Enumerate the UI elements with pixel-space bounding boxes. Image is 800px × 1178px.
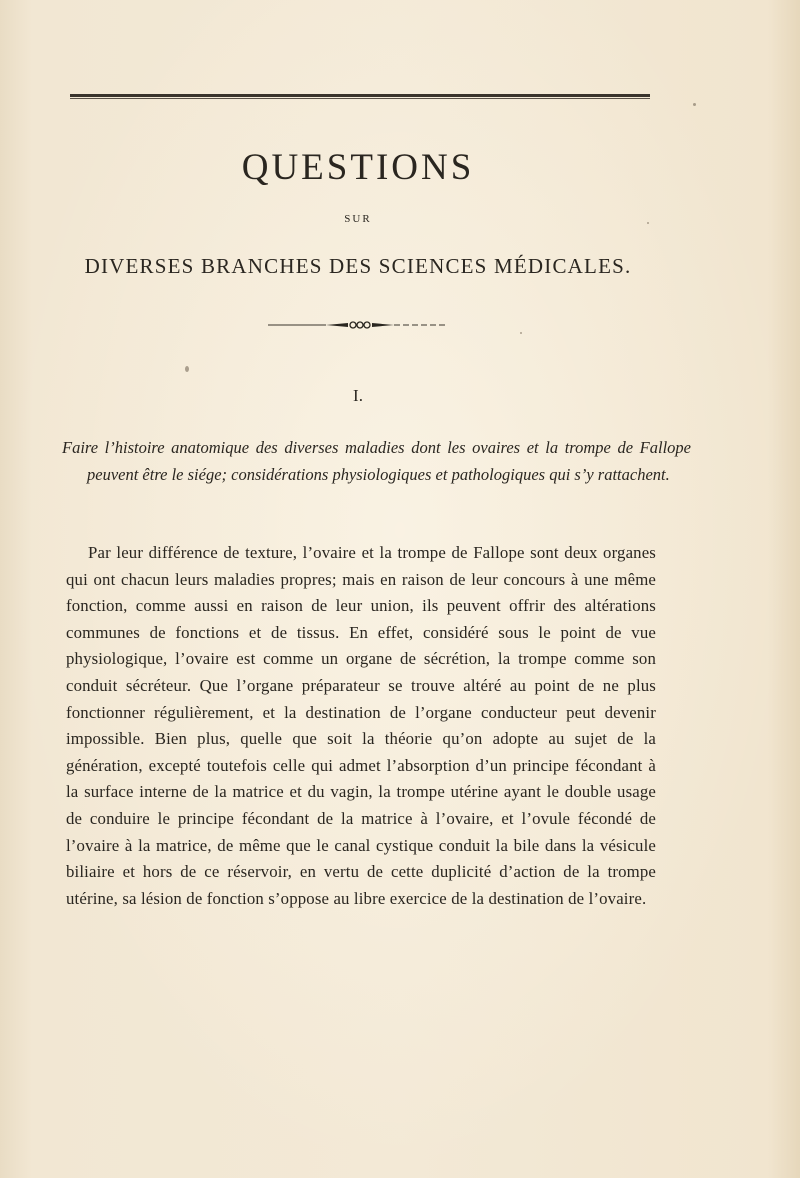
paper-speck bbox=[693, 103, 696, 106]
page-title: QUESTIONS bbox=[241, 147, 475, 188]
body-paragraph: Par leur différence de texture, l’ovaire et la trompe de Fallope sont deux organes qui ont chacun leurs maladies propres; mais en raison de leur concours à une même fonction, comme aussi en raison de leur union, ils peuvent offrir des altérations communes de fonctions et de tissus. En effet, considéré sous le point de vue physiologique, l’ovaire est comme un organe de sécrétion, la trompe comme son conduit sécréteur. Que l’organe préparateur se trouve altéré au point de ne plus fonctionner régulièrement, et la destination de l’organe conducteur peut devenir impossible. Bien plus, quelle que soit la théorie qu’on adopte au sujet de la génération, excepté toutefois celle qui admet l’absorption d’un principe fécondant à la surface interne de la matrice et du vagin, la trompe utérine ayant le double usage de conduire le principe fécondant de la matrice à l’ovaire, et l’ovule fécondé de l’ovaire à la matrice, de même que le canal cystique conduit la bile dans la vésicule biliaire et hors de ce réservoir, en vertu de cette duplicité d’action de la trompe utérine, sa lésion de fonction s’oppose au libre exercice de la destination de l’ovaire. bbox=[66, 543, 656, 908]
paper-speck bbox=[185, 366, 189, 372]
paper-speck bbox=[520, 332, 522, 334]
paper-speck bbox=[647, 222, 649, 224]
page-subtitle: DIVERSES BRANCHES DES SCIENCES MÉDICALES. bbox=[84, 254, 632, 278]
question-text: Faire l’histoire anatomique des diverses maladies dont les ovaires et la trompe de Fallope peuvent être le siége; considérations physiologiques et pathologiques qui s’y rattachent. bbox=[62, 438, 691, 484]
ornament-divider-icon bbox=[268, 318, 448, 332]
section-number: I. bbox=[353, 386, 363, 405]
title-connector: SUR bbox=[344, 213, 372, 225]
top-rule bbox=[70, 94, 650, 99]
